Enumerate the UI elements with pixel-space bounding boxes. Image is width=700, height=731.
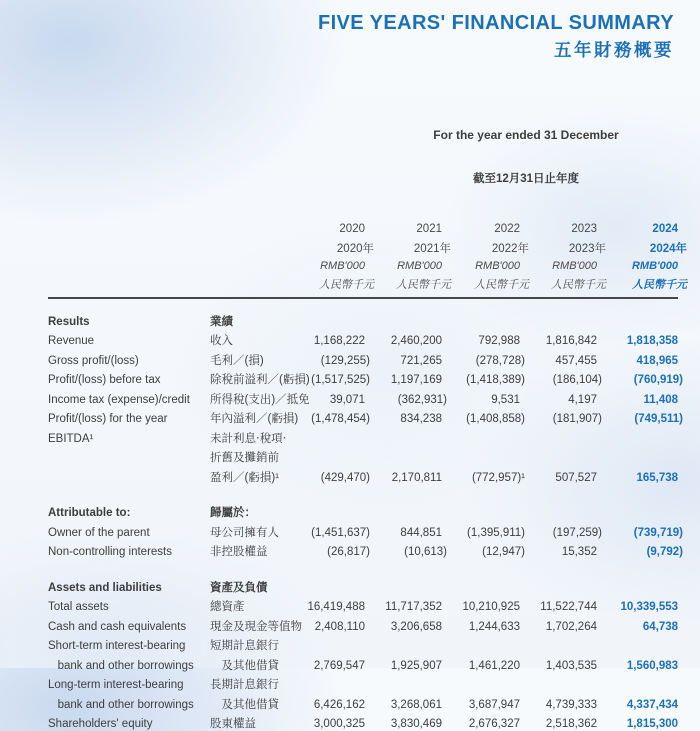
value-text: 844,851 <box>400 526 442 540</box>
row-label-en: Cash and cash equivalents <box>48 614 210 634</box>
spacer-cell <box>288 559 678 595</box>
value-text: (362,931) <box>398 393 447 407</box>
spacer-cell <box>288 485 678 521</box>
row-label-en: Profit/(loss) for the year <box>48 407 210 427</box>
value-cell <box>365 614 442 634</box>
column-header-text: 人民幣千元 <box>632 278 687 292</box>
row-label-zh: 毛利／(損) <box>210 348 288 368</box>
value-text: 2,408,110 <box>315 620 365 634</box>
column-header-unit <box>597 256 678 273</box>
column-header-text: 2022年 <box>492 242 529 256</box>
value-text: (9,792) <box>647 545 683 559</box>
row-label-en: Revenue <box>48 329 210 349</box>
value-cell <box>288 465 365 485</box>
period-header-row <box>48 100 678 216</box>
column-header-year-zh <box>520 236 597 256</box>
value-cell <box>597 540 678 560</box>
row-label-zh: 非控股權益 <box>210 540 288 560</box>
value-cell <box>365 540 442 560</box>
value-text: 2,460,200 <box>391 334 442 348</box>
column-header-text: RMB'000 <box>475 259 520 273</box>
value-cell <box>597 387 678 407</box>
column-header-year <box>288 216 365 236</box>
value-cell <box>520 614 597 634</box>
value-text: (1,418,389) <box>466 373 525 387</box>
column-header-unit <box>442 256 520 273</box>
table-row <box>48 634 678 654</box>
unit-header-row <box>48 256 678 273</box>
page-title-en: FIVE YEARS' FINANCIAL SUMMARY <box>0 10 674 36</box>
value-cell <box>597 692 678 712</box>
row-label-zh: 總資產 <box>210 595 288 615</box>
column-header-unit-zh <box>365 273 442 298</box>
value-text: 39,071 <box>330 393 365 407</box>
value-text: 9,531 <box>491 393 520 407</box>
table-row <box>48 407 678 427</box>
value-text: 457,455 <box>555 354 597 368</box>
spacer-cell <box>288 426 678 446</box>
column-header-text: 人民幣千元 <box>551 278 606 292</box>
column-header-text: 2021 <box>416 222 442 236</box>
column-header-text: 人民幣千元 <box>474 278 529 292</box>
column-header-unit-zh <box>520 273 597 298</box>
spacer-cell <box>288 446 678 466</box>
row-label-en <box>48 446 210 466</box>
column-header-text: RMB'000 <box>397 259 442 273</box>
value-cell <box>442 653 520 673</box>
value-cell <box>520 692 597 712</box>
value-cell <box>597 348 678 368</box>
column-header-year-zh <box>365 236 442 256</box>
value-text: (772,957)¹ <box>472 471 525 485</box>
value-cell <box>365 387 442 407</box>
section-header-row <box>48 485 678 521</box>
value-cell <box>597 368 678 388</box>
section-header-zh: 歸屬於： <box>210 485 288 521</box>
column-header-text: 2022 <box>494 222 520 236</box>
value-text: 1,403,535 <box>546 659 597 673</box>
report-header <box>0 0 700 62</box>
section-header-zh: 業績 <box>210 298 288 329</box>
spacer-cell <box>288 634 678 654</box>
column-header-year <box>442 216 520 236</box>
row-label-en: Non-controlling interests <box>48 540 210 560</box>
value-text: 10,210,925 <box>462 600 520 614</box>
value-text: (12,947) <box>482 545 525 559</box>
value-cell <box>365 407 442 427</box>
table-row <box>48 520 678 540</box>
year-header-row <box>48 216 678 236</box>
value-text: 16,419,488 <box>307 600 365 614</box>
year-zh-header-row <box>48 236 678 256</box>
value-text: (760,919) <box>634 373 683 387</box>
value-cell <box>365 653 442 673</box>
value-text: 3,000,325 <box>314 717 365 731</box>
value-text: 1,168,222 <box>314 334 365 348</box>
value-cell <box>520 348 597 368</box>
row-label-zh: 股東權益 <box>210 712 288 731</box>
value-text: 1,560,983 <box>627 659 678 673</box>
row-label-zh: 未計利息‧稅項‧ <box>210 426 288 446</box>
column-header-year <box>365 216 442 236</box>
value-text: (129,255) <box>321 354 370 368</box>
value-text: 2,676,327 <box>469 717 520 731</box>
value-text: (186,104) <box>553 373 602 387</box>
value-text: 3,268,061 <box>391 698 442 712</box>
column-header-text: 2023 <box>571 222 597 236</box>
column-header-unit <box>520 256 597 273</box>
value-text: 1,461,220 <box>469 659 520 673</box>
value-text: 1,925,907 <box>391 659 442 673</box>
column-header-year-zh <box>288 236 365 256</box>
column-header-text: 2021年 <box>414 242 451 256</box>
value-cell <box>442 614 520 634</box>
value-text: 11,408 <box>643 393 678 407</box>
value-text: (1,408,858) <box>466 412 525 426</box>
value-text: 4,197 <box>568 393 597 407</box>
table-row <box>48 540 678 560</box>
value-cell <box>597 465 678 485</box>
section-header-row <box>48 298 678 329</box>
value-cell <box>597 329 678 349</box>
section-header-zh: 資產及負債 <box>210 559 288 595</box>
value-cell <box>520 653 597 673</box>
unit-zh-header-row <box>48 273 678 298</box>
column-header-text: 人民幣千元 <box>396 278 451 292</box>
value-text: 3,830,469 <box>391 717 442 731</box>
value-text: 1,818,358 <box>627 334 678 348</box>
value-text: 64,738 <box>643 620 678 634</box>
value-cell <box>442 692 520 712</box>
value-cell <box>597 614 678 634</box>
row-label-en: Shareholders' equity <box>48 712 210 731</box>
value-text: 11,522,744 <box>540 600 597 614</box>
value-cell <box>288 520 365 540</box>
value-cell <box>442 407 520 427</box>
period-header-en: For the year ended 31 December <box>288 128 678 143</box>
spacer-cell <box>48 273 288 298</box>
spacer-cell <box>288 298 678 329</box>
column-header-text: 人民幣千元 <box>319 278 374 292</box>
table-row <box>48 426 678 446</box>
row-label-en: Total assets <box>48 595 210 615</box>
value-text: 15,352 <box>562 545 597 559</box>
value-text: 2,518,362 <box>546 717 597 731</box>
value-cell <box>520 368 597 388</box>
row-label-en: EBITDA¹ <box>48 426 210 446</box>
spacer-cell <box>48 100 288 216</box>
value-text: (1,451,637) <box>311 526 370 540</box>
value-text: 1,816,842 <box>546 334 597 348</box>
value-cell <box>520 540 597 560</box>
table-row <box>48 465 678 485</box>
section-header-row <box>48 559 678 595</box>
column-header-text: RMB'000 <box>632 259 678 273</box>
row-label-zh: 折舊及攤銷前 <box>210 446 288 466</box>
section-header-en: Attributable to: <box>48 485 210 521</box>
row-label-zh: 年內溢利／(虧損) <box>210 407 288 427</box>
table-row <box>48 595 678 615</box>
value-text: 6,426,162 <box>314 698 365 712</box>
spacer-cell <box>48 216 288 236</box>
value-text: 11,717,352 <box>385 600 442 614</box>
value-cell <box>520 595 597 615</box>
column-header-text: 2020年 <box>337 242 374 256</box>
row-label-zh: 除稅前溢利／(虧損) <box>210 368 288 388</box>
value-text: (429,470) <box>321 471 370 485</box>
value-cell <box>442 465 520 485</box>
value-cell <box>442 348 520 368</box>
period-header-cell <box>288 100 678 216</box>
value-cell <box>442 595 520 615</box>
value-cell <box>520 387 597 407</box>
value-cell <box>288 595 365 615</box>
value-cell <box>520 520 597 540</box>
value-cell <box>365 465 442 485</box>
value-text: 721,265 <box>400 354 442 368</box>
table-row <box>48 653 678 673</box>
table-row <box>48 329 678 349</box>
value-cell <box>520 465 597 485</box>
row-label-zh: 及其他借貸 <box>210 692 288 712</box>
column-header-text: 2024 <box>652 222 678 236</box>
value-text: (278,728) <box>476 354 525 368</box>
five-year-financial-summary-table <box>48 100 678 731</box>
value-cell <box>597 520 678 540</box>
row-label-en: bank and other borrowings <box>48 692 210 712</box>
value-cell <box>365 595 442 615</box>
value-text: (1,478,454) <box>311 412 370 426</box>
column-header-year <box>597 216 678 236</box>
column-header-unit <box>365 256 442 273</box>
table-row <box>48 712 678 731</box>
column-header-text: RMB'000 <box>552 259 597 273</box>
value-text: 418,965 <box>636 354 678 368</box>
value-cell <box>520 407 597 427</box>
value-text: 2,170,811 <box>392 471 442 485</box>
row-label-zh: 及其他借貸 <box>210 653 288 673</box>
value-text: (10,613) <box>404 545 447 559</box>
value-text: 2,769,547 <box>314 659 365 673</box>
value-cell <box>288 712 365 731</box>
row-label-zh: 現金及現金等值物 <box>210 614 288 634</box>
table-row <box>48 673 678 693</box>
column-header-year-zh <box>442 236 520 256</box>
value-cell <box>365 368 442 388</box>
value-text: (181,907) <box>553 412 602 426</box>
row-label-en: Profit/(loss) before tax <box>48 368 210 388</box>
column-header-year <box>520 216 597 236</box>
row-label-zh: 母公司擁有人 <box>210 520 288 540</box>
row-label-zh: 長期計息銀行 <box>210 673 288 693</box>
value-cell <box>365 692 442 712</box>
value-text: 10,339,553 <box>620 600 678 614</box>
value-text: 792,988 <box>478 334 520 348</box>
value-cell <box>365 348 442 368</box>
value-cell <box>442 329 520 349</box>
value-cell <box>288 348 365 368</box>
value-text: (197,259) <box>553 526 602 540</box>
value-cell <box>365 712 442 731</box>
value-text: 1,244,633 <box>469 620 520 634</box>
row-label-en: bank and other borrowings <box>48 653 210 673</box>
table-body <box>48 298 678 731</box>
value-cell <box>288 329 365 349</box>
spacer-cell <box>288 673 678 693</box>
table-row <box>48 368 678 388</box>
spacer-cell <box>48 256 288 273</box>
value-cell <box>520 712 597 731</box>
value-text: 1,702,264 <box>546 620 597 634</box>
value-cell <box>597 407 678 427</box>
value-cell <box>442 712 520 731</box>
column-header-text: 2024年 <box>650 242 687 256</box>
value-text: (739,719) <box>634 526 683 540</box>
value-cell <box>288 653 365 673</box>
value-text: 3,206,658 <box>391 620 442 634</box>
value-cell <box>520 329 597 349</box>
row-label-en: Owner of the parent <box>48 520 210 540</box>
value-text: (749,511) <box>634 412 683 426</box>
value-text: 1,197,169 <box>391 373 442 387</box>
value-cell <box>365 520 442 540</box>
table-row <box>48 348 678 368</box>
row-label-en: Short-term interest-bearing <box>48 634 210 654</box>
value-cell <box>288 407 365 427</box>
value-text: 507,527 <box>555 471 597 485</box>
table-row <box>48 692 678 712</box>
value-cell <box>597 712 678 731</box>
value-text: 4,337,434 <box>627 698 678 712</box>
value-cell <box>597 653 678 673</box>
value-text: (1,395,911) <box>467 526 525 540</box>
column-header-unit <box>288 256 365 273</box>
row-label-en <box>48 465 210 485</box>
row-label-zh: 所得稅(支出)／抵免 <box>210 387 288 407</box>
value-text: 834,238 <box>400 412 442 426</box>
value-text: 1,815,300 <box>627 717 678 731</box>
row-label-zh: 短期計息銀行 <box>210 634 288 654</box>
value-cell <box>442 540 520 560</box>
value-text: (26,817) <box>327 545 370 559</box>
value-text: 165,738 <box>636 471 678 485</box>
table-row <box>48 614 678 634</box>
column-header-text: 2020 <box>339 222 365 236</box>
value-cell <box>288 692 365 712</box>
value-cell <box>365 329 442 349</box>
value-text: 4,739,333 <box>546 698 597 712</box>
table-row <box>48 446 678 466</box>
row-label-en: Gross profit/(loss) <box>48 348 210 368</box>
spacer-cell <box>48 236 288 256</box>
column-header-unit-zh <box>288 273 365 298</box>
column-header-text: RMB'000 <box>320 259 365 273</box>
table-row <box>48 387 678 407</box>
section-header-en: Assets and liabilities <box>48 559 210 595</box>
column-header-unit-zh <box>597 273 678 298</box>
value-cell <box>288 540 365 560</box>
value-text: 3,687,947 <box>469 698 520 712</box>
column-header-year-zh <box>597 236 678 256</box>
value-text: (1,517,525) <box>311 373 370 387</box>
value-cell <box>442 520 520 540</box>
period-header-zh: 截至12月31日止年度 <box>288 171 678 188</box>
value-cell <box>442 387 520 407</box>
row-label-zh: 盈利／(虧損)¹ <box>210 465 288 485</box>
row-label-zh: 收入 <box>210 329 288 349</box>
row-label-en: Income tax (expense)/credit <box>48 387 210 407</box>
column-header-unit-zh <box>442 273 520 298</box>
value-cell <box>597 595 678 615</box>
page-title-zh: 五年財務概要 <box>0 38 674 62</box>
value-cell <box>442 368 520 388</box>
table-header <box>48 100 678 298</box>
row-label-en: Long-term interest-bearing <box>48 673 210 693</box>
section-header-en: Results <box>48 298 210 329</box>
column-header-text: 2023年 <box>569 242 606 256</box>
